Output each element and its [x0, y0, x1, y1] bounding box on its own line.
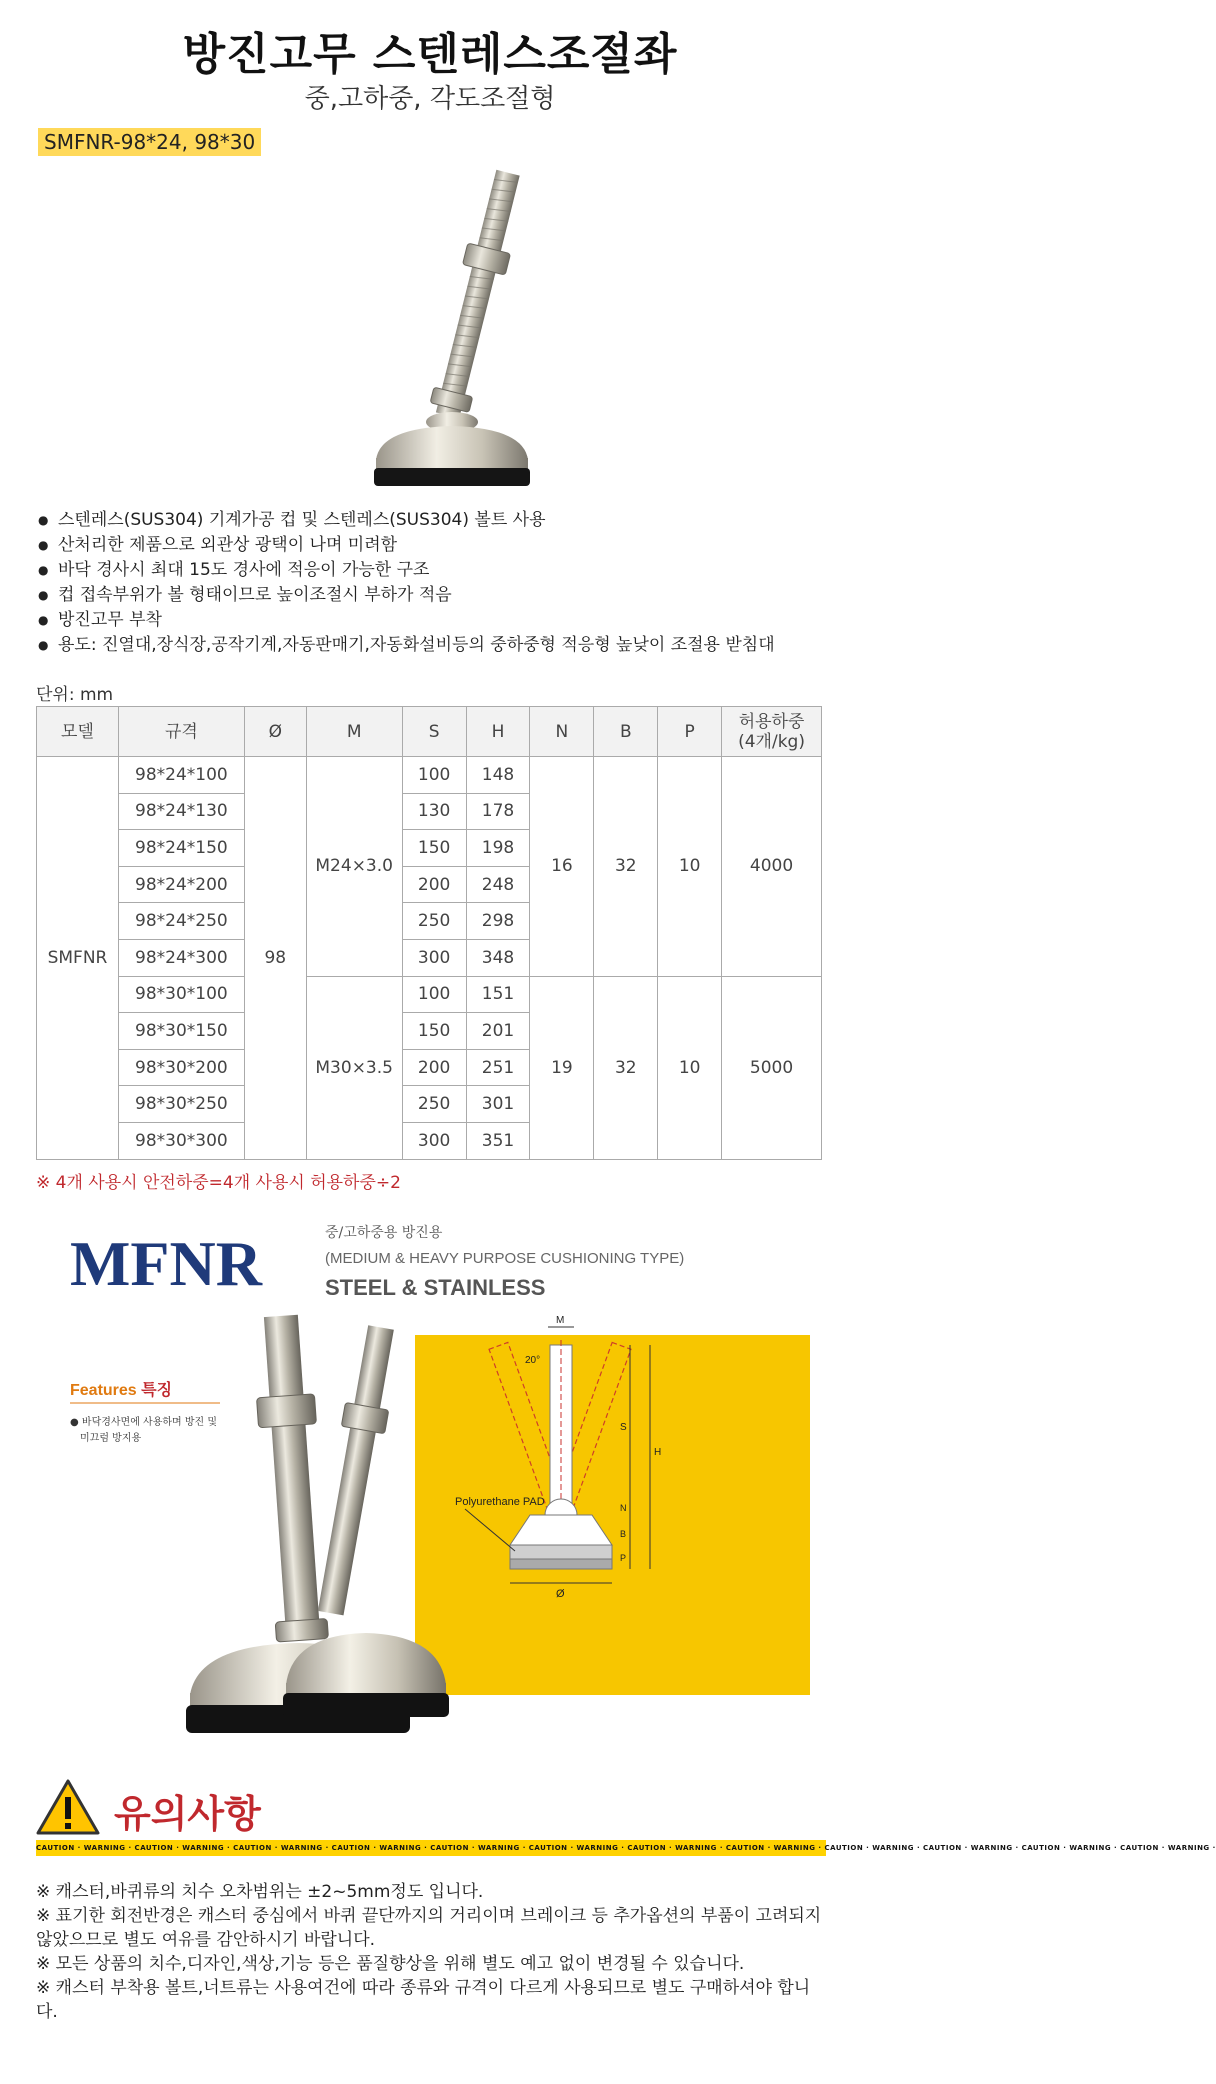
cell-load: 4000 [722, 757, 822, 977]
cell-m: M24×3.0 [306, 757, 402, 977]
header-diameter: Ø [244, 707, 306, 757]
cell-spec: 98*24*250 [118, 903, 244, 940]
cell-spec: 98*30*200 [118, 1049, 244, 1086]
cell-h: 301 [466, 1086, 530, 1123]
header-b: B [594, 707, 658, 757]
cell-h: 298 [466, 903, 530, 940]
page-title: 방진고무 스텐레스조절좌 [182, 29, 678, 80]
cell-spec: 98*24*300 [118, 939, 244, 976]
diagram-panel [415, 1335, 810, 1695]
cell-h: 151 [466, 976, 530, 1013]
cell-load: 5000 [722, 976, 822, 1159]
dim-diameter: Ø [556, 1588, 565, 1600]
cell-s: 130 [402, 793, 466, 830]
cell-spec: 98*30*100 [118, 976, 244, 1013]
cell-s: 250 [402, 1086, 466, 1123]
list-item: ● 용도: 진열대,장식장,공작기계,자동판매기,자동화설비등의 중하중형 적응형 높낮이 조절용 받침대 [36, 633, 836, 658]
list-item: ● 컵 접속부위가 볼 형태이므로 높이조절시 부하가 적음 [36, 583, 836, 608]
unit-label: 단위: mm [36, 685, 114, 705]
cell-h: 148 [466, 757, 530, 794]
cell-spec: 98*30*300 [118, 1122, 244, 1159]
header-m: M [306, 707, 402, 757]
cell-h: 251 [466, 1049, 530, 1086]
cell-s: 250 [402, 903, 466, 940]
dim-p: P [620, 1553, 627, 1563]
header-load: 허용하중 (4개/kg) [722, 707, 822, 757]
warning-icon [36, 1777, 100, 1837]
cell-h: 351 [466, 1122, 530, 1159]
dim-pad-label: Polyurethane PAD [455, 1496, 545, 1508]
spec-table [36, 706, 822, 1160]
list-item: ※ 표기한 회전반경은 캐스터 중심에서 바퀴 끝단까지의 거리이며 브레이크 등 추가옵션의 부품이 고려되지 않았으므로 별도 여유를 감안하시기 바랍니다. [36, 1906, 822, 1950]
cell-m: M30×3.5 [306, 976, 402, 1159]
cell-spec: 98*30*150 [118, 1013, 244, 1050]
table-header-row [37, 707, 822, 757]
cell-h: 198 [466, 830, 530, 867]
features-heading-ko: 특징 [141, 1382, 173, 1399]
dim-n: N [620, 1503, 627, 1513]
cell-p: 10 [658, 976, 722, 1159]
list-item: ※ 모든 상품의 치수,디자인,색상,기능 등은 품질향상을 위해 별도 예고 없이 변경될 수 있습니다. [36, 1954, 745, 1974]
cell-s: 100 [402, 976, 466, 1013]
dim-angle: 20° [525, 1355, 541, 1366]
features-heading-en: Features [70, 1382, 137, 1399]
header-s: S [402, 707, 466, 757]
cell-s: 100 [402, 757, 466, 794]
cell-diameter: 98 [244, 757, 306, 1160]
cell-b: 32 [594, 976, 658, 1159]
header-model: 모델 [37, 707, 119, 757]
cell-s: 300 [402, 939, 466, 976]
cell-s: 150 [402, 1013, 466, 1050]
table-row [37, 757, 822, 794]
list-item: ● 방진고무 부착 [36, 608, 836, 633]
cell-s: 300 [402, 1122, 466, 1159]
caution-header [36, 1775, 836, 1845]
cell-b: 32 [594, 757, 658, 977]
cell-spec: 98*24*130 [118, 793, 244, 830]
bolt-thread [426, 167, 529, 420]
feature-list [36, 508, 836, 658]
page-subtitle: 중,고하중, 각도조절형 [304, 84, 556, 114]
cell-n: 19 [530, 976, 594, 1159]
dim-s: S [620, 1422, 627, 1433]
caution-title: 유의사항 [114, 1792, 261, 1836]
list-item: ● 바닥 경사시 최대 15도 경사에 적응이 가능한 구조 [36, 558, 836, 583]
cell-h: 348 [466, 939, 530, 976]
header-spec: 규격 [118, 707, 244, 757]
cell-s: 150 [402, 830, 466, 867]
banner-category-en: (MEDIUM & HEAVY PURPOSE CUSHIONING TYPE) [325, 1250, 685, 1267]
cell-s: 200 [402, 866, 466, 903]
dim-m: M [556, 1315, 565, 1326]
product-photo [180, 160, 660, 490]
product-banner [70, 1215, 810, 1755]
dim-h: H [654, 1447, 662, 1458]
cell-s: 200 [402, 1049, 466, 1086]
list-item: ※ 캐스터 부착용 볼트,너트류는 사용여건에 따라 종류와 규격이 다르게 사용되므로 별도 구매하셔야 합니다. [36, 1978, 811, 2022]
caution-stripe: CAUTION · WARNING · CAUTION · WARNING · CAUTION · WARNING · CAUTION · WARNING · CAUTION · WARNING · CAUTION · WARNING · CAUTION · WARNING · CAUTION · WARNING · CAUTION · WARNING · CAUTION · WARNING · CAUTION · WARNING · CAUTION · WARNING · [36, 1840, 826, 1856]
cell-h: 248 [466, 866, 530, 903]
banner-category-ko: 중/고하중용 방진용 [325, 1225, 443, 1241]
cell-spec: 98*24*100 [118, 757, 244, 794]
features-text-line2: 미끄럼 방지용 [80, 1433, 142, 1444]
header-p: P [658, 707, 722, 757]
caution-list [36, 1880, 822, 2024]
cell-h: 178 [466, 793, 530, 830]
list-item: ● 스텐레스(SUS304) 기계가공 컵 및 스텐레스(SUS304) 볼트 사용 [36, 508, 836, 533]
header-n: N [530, 707, 594, 757]
header-h: H [466, 707, 530, 757]
svg-text:Features 특징 [70, 1380, 172, 1399]
safety-note: ※ 4개 사용시 안전하중=4개 사용시 허용하중÷2 [36, 1173, 401, 1193]
cell-model: SMFNR [37, 757, 119, 1160]
list-item: ● 산처리한 제품으로 외관상 광택이 나며 미려함 [36, 533, 836, 558]
list-item: ※ 캐스터,바퀴류의 치수 오차범위는 ±2~5mm정도 입니다. [36, 1882, 484, 1902]
banner-material: STEEL & STAINLESS [325, 1275, 546, 1300]
banner-brand: MFNR [70, 1228, 262, 1299]
features-text-line1: ● 바닥경사면에 사용하며 방진 및 [70, 1417, 218, 1428]
cell-h: 201 [466, 1013, 530, 1050]
cell-p: 10 [658, 757, 722, 977]
cell-spec: 98*30*250 [118, 1086, 244, 1123]
cell-spec: 98*24*150 [118, 830, 244, 867]
cell-spec: 98*24*200 [118, 866, 244, 903]
table-row [37, 976, 822, 1013]
model-tag: SMFNR-98*24, 98*30 [38, 128, 261, 156]
cell-n: 16 [530, 757, 594, 977]
dim-b: B [620, 1529, 627, 1539]
